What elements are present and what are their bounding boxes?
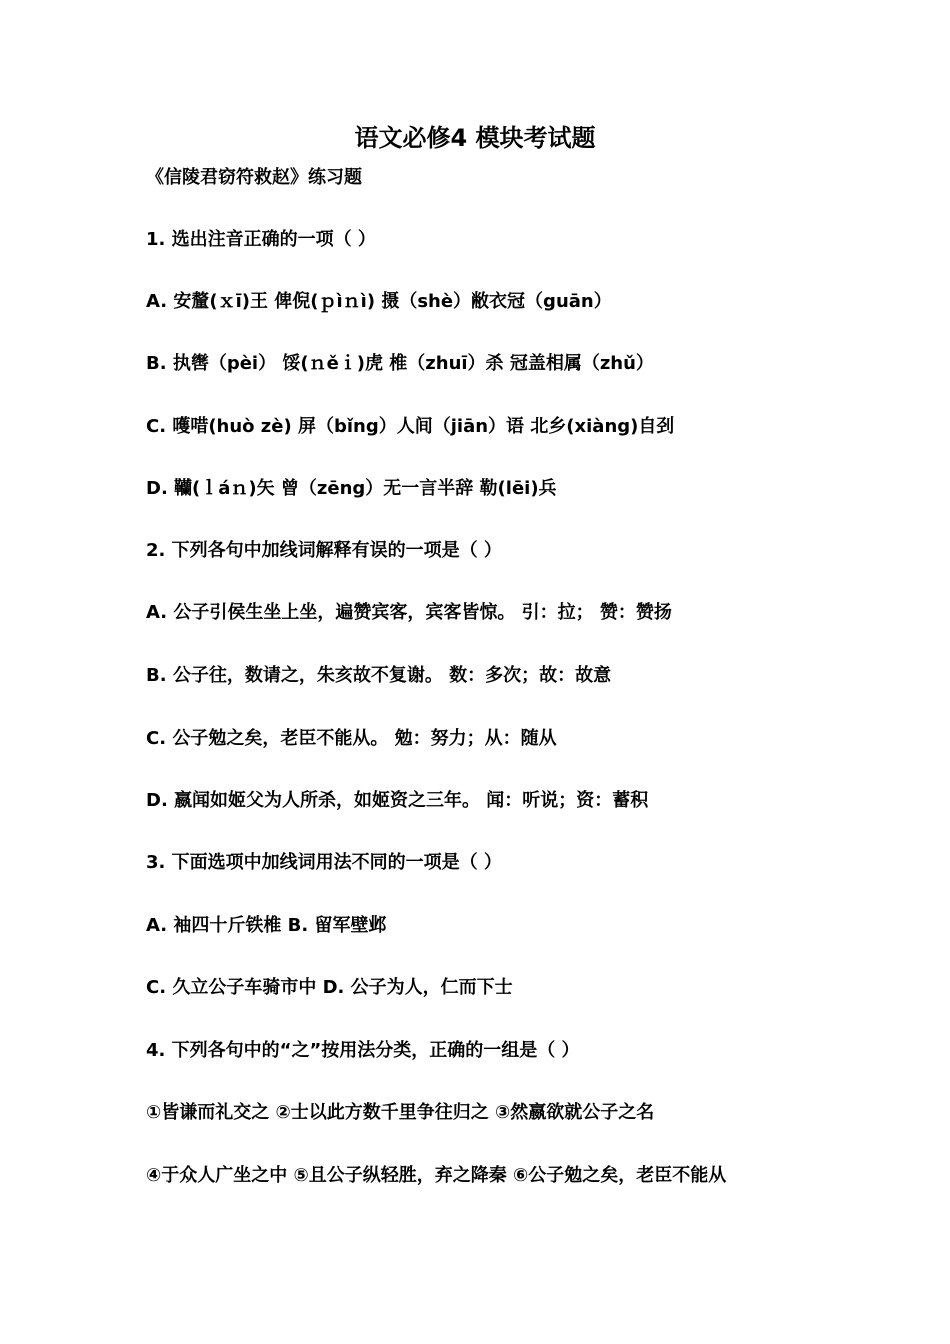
- document-subtitle: 《信陵君窃符救赵》练习题: [146, 167, 362, 188]
- question-1-option-b: B. 执辔（pèi） 馁(ｎěｉ)虎 椎（zhuī）杀 冠盖相属（zhǔ）: [146, 353, 654, 374]
- question-2-stem: 2. 下列各句中加线词解释有误的一项是（ ）: [146, 540, 502, 561]
- question-4-stem: 4. 下列各句中的“之”按用法分类，正确的一组是（ ）: [146, 1040, 580, 1061]
- document-title: 语文必修4 模块考试题: [354, 124, 596, 152]
- question-3-options-cd: C. 久立公子车骑市中 D. 公子为人，仁而下士: [146, 977, 513, 998]
- question-1-stem: 1. 选出注音正确的一项（ ）: [146, 229, 376, 250]
- question-2-option-b: B. 公子往，数请之，朱亥故不复谢。 数：多次；故：故意: [146, 665, 612, 686]
- question-2-option-c: C. 公子勉之矣，老臣不能从。 勉：努力；从：随从: [146, 728, 557, 749]
- question-2-option-d: D. 嬴闻如姬父为人所杀，如姬资之三年。 闻：听说；资：蓄积: [146, 790, 649, 811]
- question-3-stem: 3. 下面选项中加线词用法不同的一项是（ ）: [146, 852, 502, 873]
- question-4-items-1-3: ①皆谦而礼交之 ②士以此方数千里争往归之 ③然嬴欲就公子之名: [146, 1102, 655, 1123]
- question-1-option-c: C. 嚄唶(huò zè) 屏（bǐng）人间（jiān）语 北乡(xiàng)自刭: [146, 416, 675, 437]
- question-1-option-d: D. 韊(ｌáｎ)矢 曾（zēng）无一言半辞 勒(lēi)兵: [146, 478, 557, 499]
- question-3-options-ab: A. 袖四十斤铁椎 B. 留军壁邺: [146, 915, 387, 936]
- question-1-option-a: A. 安釐(ｘī)王 俾倪(ｐìｎì) 摄（shè）敝衣冠（guān）: [146, 291, 612, 312]
- question-2-option-a: A. 公子引侯生坐上坐，遍赞宾客，宾客皆惊。 引：拉； 赞：赞扬: [146, 602, 672, 623]
- question-4-items-4-6: ④于众人广坐之中 ⑤且公子纵轻胜，弃之降秦 ⑥公子勉之矣，老臣不能从: [146, 1165, 727, 1186]
